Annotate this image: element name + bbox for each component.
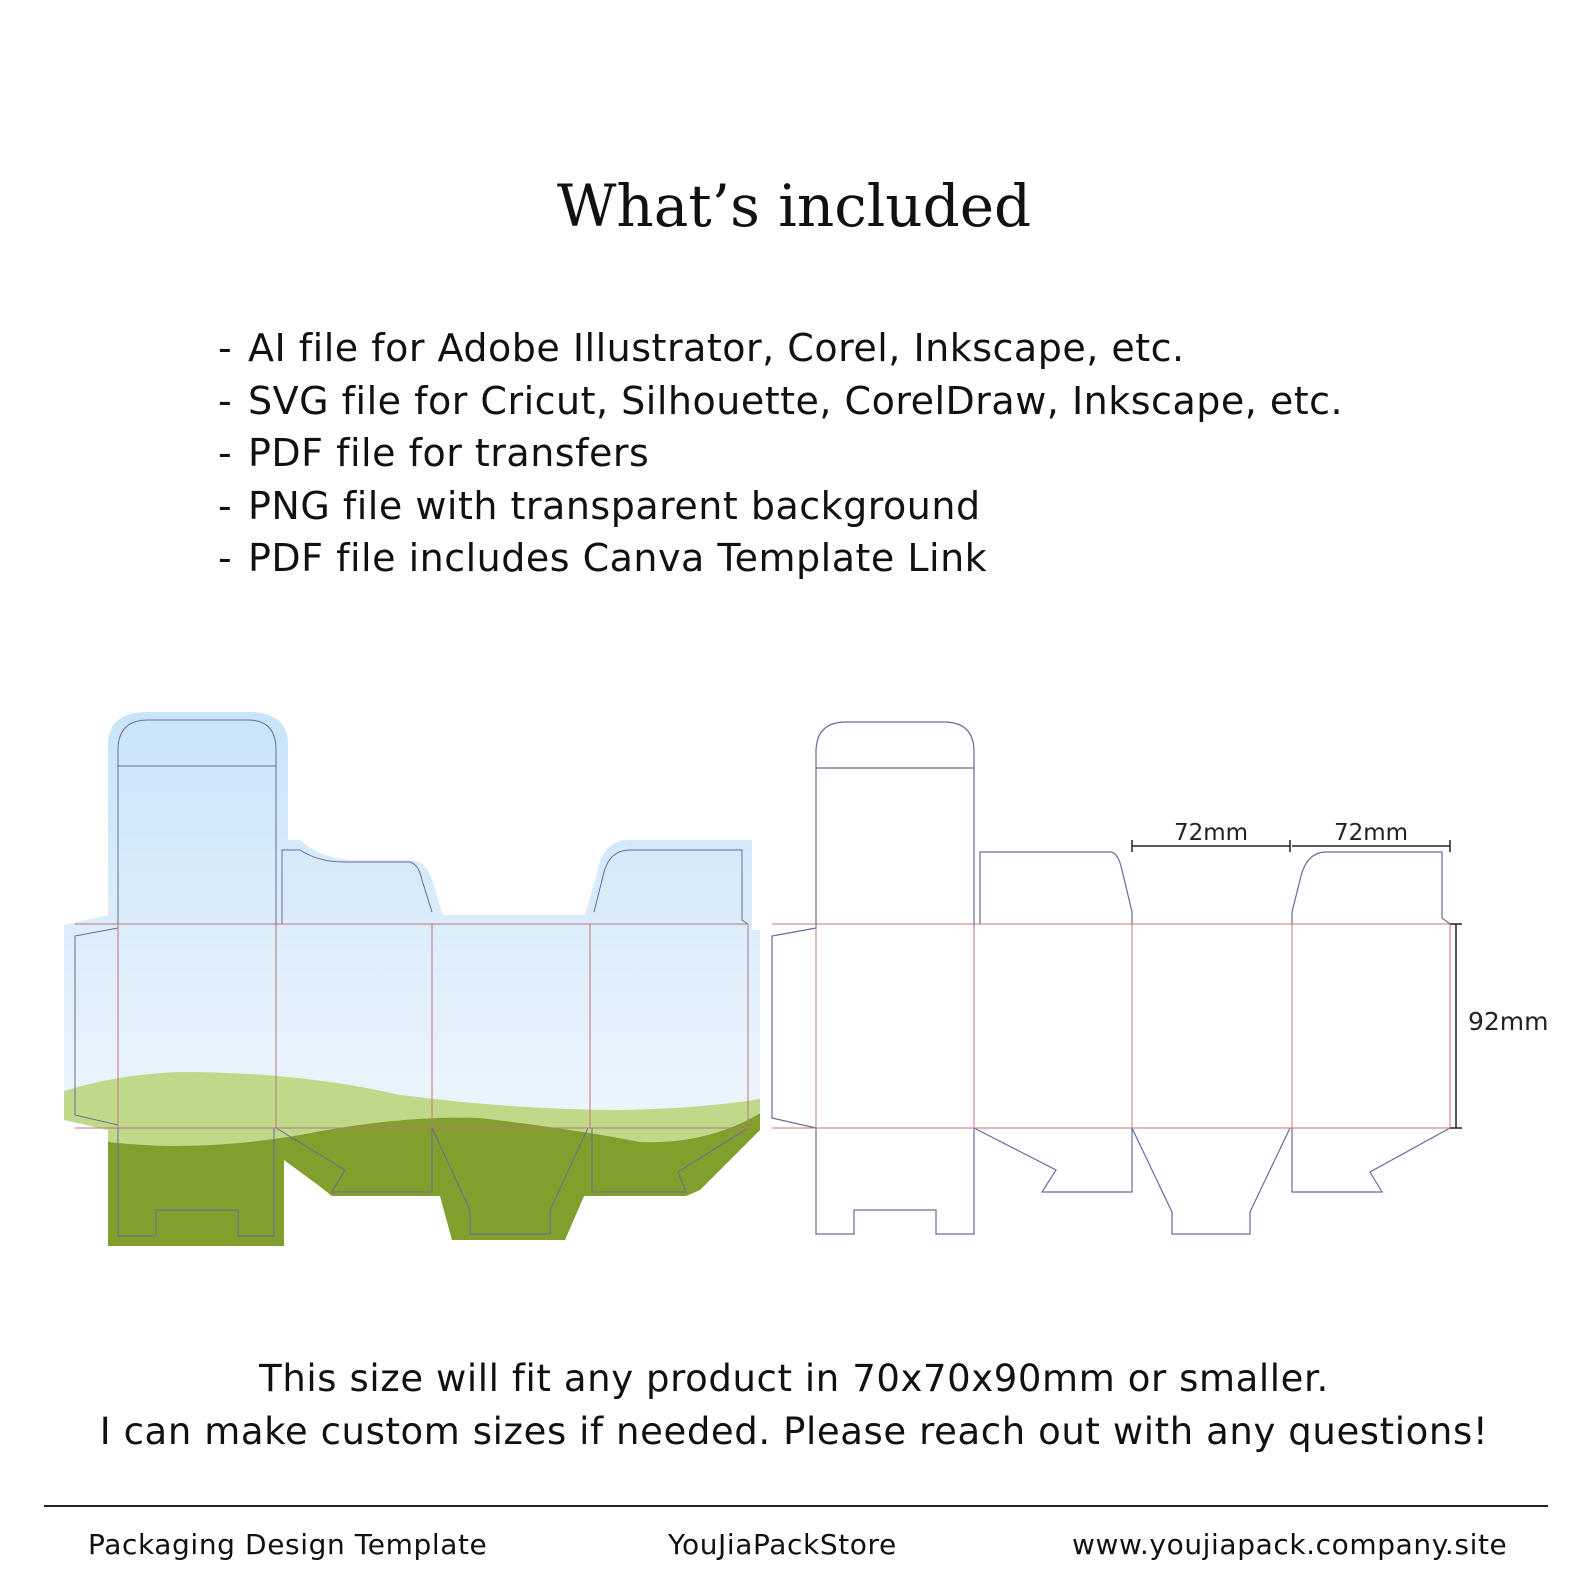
feature-text: PDF file includes Canva Template Link bbox=[248, 536, 988, 580]
bullet-dash: - bbox=[218, 326, 233, 370]
footer-store-name: YouJiaPackStore bbox=[668, 1528, 897, 1561]
feature-item bbox=[218, 427, 1343, 480]
feature-text: PNG file with transparent background bbox=[248, 483, 981, 528]
feature-text: SVG file for Cricut, Silhouette, CorelDraw, Inkscape, etc. bbox=[248, 378, 1344, 423]
bullet-dash: - bbox=[218, 378, 233, 423]
outline-net bbox=[772, 722, 1549, 1234]
page-title: What’s included bbox=[556, 172, 1032, 240]
bullet-dash: - bbox=[218, 431, 233, 475]
width-label-b: 72mm bbox=[1333, 820, 1409, 846]
dimension-lines bbox=[1132, 840, 1462, 1128]
fit-note-line-1: This size will fit any product in 70x70x90mm or smaller. bbox=[259, 1357, 1329, 1400]
feature-item bbox=[218, 480, 1343, 533]
bullet-dash: - bbox=[218, 536, 233, 580]
printed-net bbox=[40, 700, 780, 1260]
size-fit-note bbox=[0, 1352, 1588, 1458]
feature-item bbox=[218, 532, 1343, 585]
footer-template-label: Packaging Design Template bbox=[88, 1528, 488, 1561]
footer-website: www.youjiapack.company.site bbox=[1072, 1528, 1508, 1561]
outline-net-cut-lines bbox=[772, 722, 1450, 1234]
fit-note-line-2: I can make custom sizes if needed. Please reach out with any questions! bbox=[99, 1410, 1489, 1453]
feature-item bbox=[218, 322, 1343, 375]
box-dieline-diagram bbox=[0, 690, 1588, 1270]
feature-text: PDF file for transfers bbox=[248, 431, 650, 475]
feature-list bbox=[218, 322, 1343, 585]
feature-text: AI file for Adobe Illustrator, Corel, Inkscape, etc. bbox=[248, 326, 1185, 370]
bullet-dash: - bbox=[218, 483, 233, 528]
width-label-a: 72mm bbox=[1173, 820, 1249, 846]
footer-divider bbox=[44, 1505, 1548, 1507]
height-label: 92mm bbox=[1468, 1007, 1549, 1036]
outline-net-fold-lines bbox=[772, 924, 1450, 1128]
feature-item bbox=[218, 375, 1343, 428]
